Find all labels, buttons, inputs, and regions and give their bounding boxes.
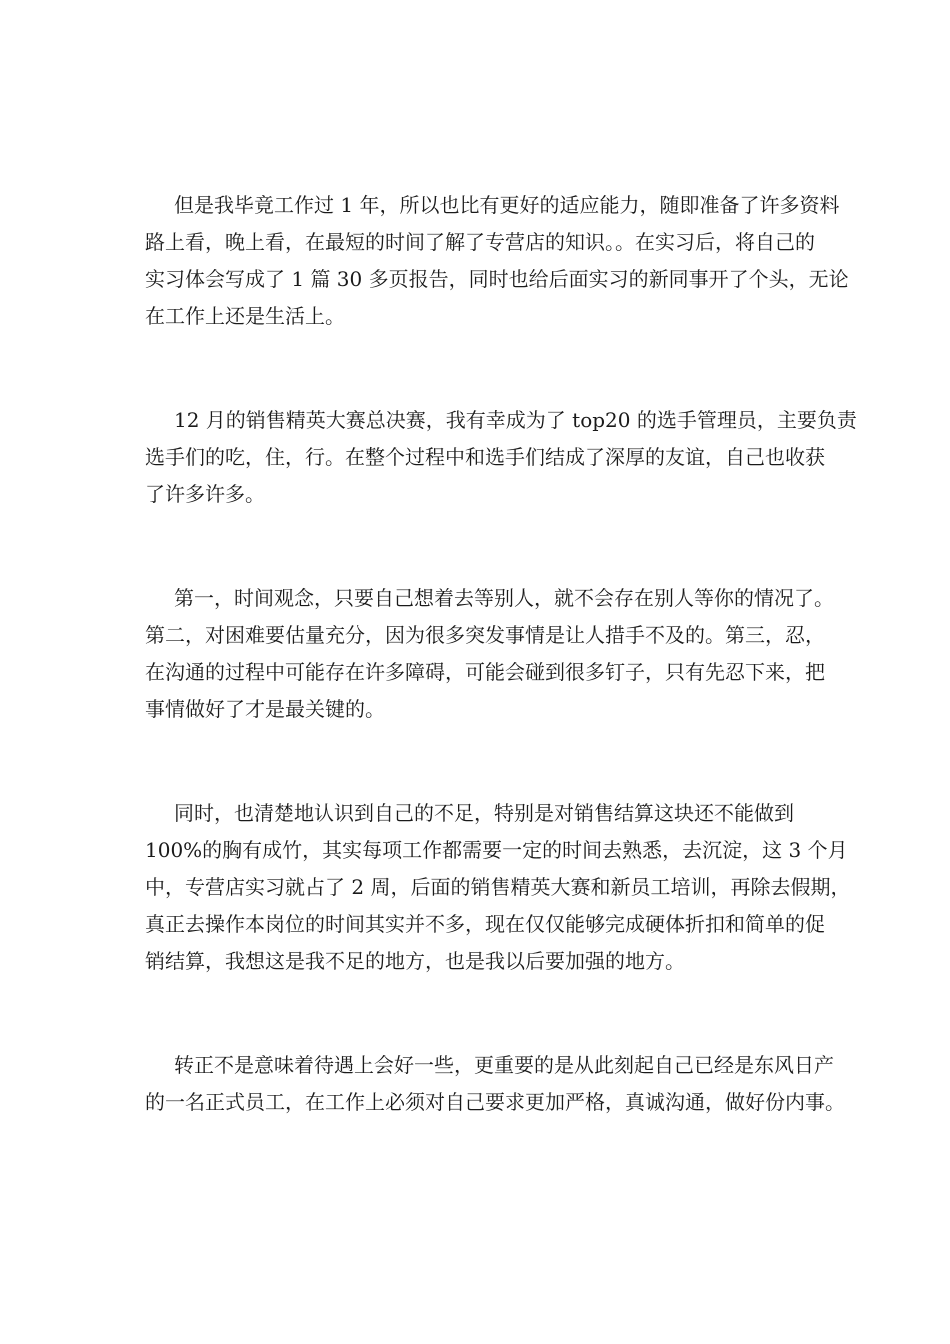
- paragraph-line: 选手们的吃，住，行。在整个过程中和选手们结成了深厚的友谊，自己也收获: [145, 445, 825, 469]
- paragraph-line: 100%的胸有成竹，其实每项工作都需要一定的时间去熟悉，去沉淀，这 3 个月: [145, 838, 848, 862]
- paragraph-line: 但是我毕竟工作过 1 年，所以也比有更好的适应能力，随即准备了许多资料: [174, 193, 840, 217]
- paragraph-line: 真正去操作本岗位的时间其实并不多，现在仅仅能够完成硬体折扣和简单的促: [145, 912, 825, 936]
- paragraph-line: 事情做好了才是最关键的。: [145, 697, 385, 721]
- paragraph-line: 销结算，我想这是我不足的地方，也是我以后要加强的地方。: [145, 949, 685, 973]
- paragraph-line: 的一名正式员工，在工作上必须对自己要求更加严格，真诚沟通，做好份内事。: [145, 1090, 845, 1114]
- paragraph-line: 第一，时间观念，只要自己想着去等别人，就不会存在别人等你的情况了。: [174, 586, 834, 610]
- paragraph-line: 在沟通的过程中可能存在许多障碍，可能会碰到很多钉子，只有先忍下来，把: [145, 660, 825, 684]
- paragraph-line: 12 月的销售精英大赛总决赛，我有幸成为了 top20 的选手管理员，主要负责: [174, 408, 857, 432]
- paragraph-line: 在工作上还是生活上。: [145, 304, 345, 328]
- paragraph-line: 转正不是意味着待遇上会好一些，更重要的是从此刻起自己已经是东风日产: [174, 1053, 834, 1077]
- paragraph-line: 第二，对困难要估量充分，因为很多突发事情是让人措手不及的。第三，忍，: [145, 623, 825, 647]
- paragraph-line: 中，专营店实习就占了 2 周，后面的销售精英大赛和新员工培训，再除去假期，: [145, 875, 851, 899]
- paragraph-line: 实习体会写成了 1 篇 30 多页报告，同时也给后面实习的新同事开了个头，无论: [145, 267, 849, 291]
- paragraph-line: 同时，也清楚地认识到自己的不足，特别是对销售结算这块还不能做到: [174, 801, 794, 825]
- paragraph-line: 路上看，晚上看，在最短的时间了解了专营店的知识。。在实习后，将自己的: [145, 230, 815, 254]
- paragraph-line: 了许多许多。: [145, 482, 265, 506]
